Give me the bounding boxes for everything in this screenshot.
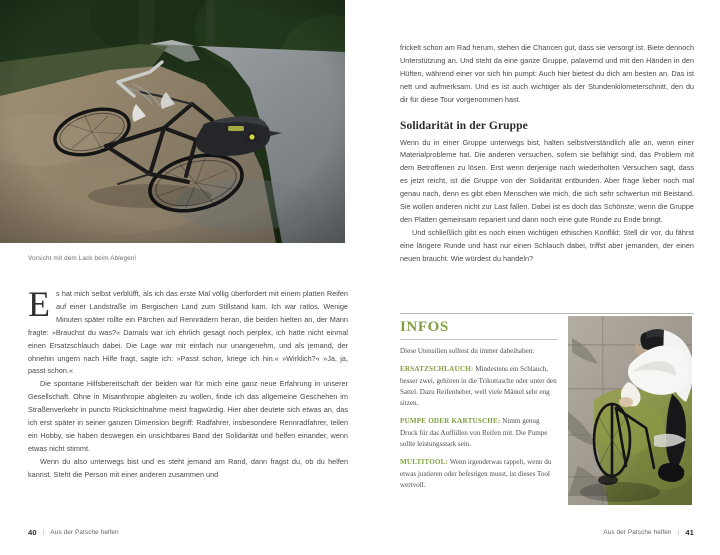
infos-intro: Diese Utensilien solltest du immer dabeihaben: — [400, 347, 535, 355]
infos-title-rule — [400, 339, 558, 340]
paragraph: Die spontane Hilfsbereitschaft der beiden war für mich eine ganz neue Erfahrung in unserer Gesellschaft. Ohne in Misanthropie abgleiten zu wollen, finde ich das allgemeine Geschehen im Straßenverkehr in puncto Rücksichtnahme meist fragwürdig. Hier aber deutete sich etwas an, das ich erst später in seiner ganzen Dimension begriff: Radfahrer, insbesondere Rennradfahrer, teilen ein Hobby, sie haben deswegen ein unsichtbares Band der Solidarität und helfen einander, wenn etwas nicht stimmt. — [28, 379, 348, 453]
page-number: 40 — [28, 528, 37, 537]
paragraph-with-dropcap — [28, 284, 348, 378]
running-title: Aus der Patsche helfen — [50, 529, 119, 536]
infos-text-column — [400, 314, 558, 505]
infos-item-text: Nimm genug Druck für das Auffüllen von Reifen mit. Die Pumpe sollte leistungsstark sein. — [400, 417, 548, 449]
page-number: 41 — [685, 528, 694, 537]
bicycle-on-roadside-photo — [0, 0, 345, 243]
infos-box — [400, 313, 694, 505]
infos-item — [400, 416, 558, 450]
infos-item-term: MULTITOOL: — [400, 458, 449, 467]
infos-item — [400, 364, 558, 409]
infos-item-text: Mindestens ein Schlauch, besser zwei, gehören in die Trikottasche oder unter den Sattel. Dazu Reifenheber, weil viele Mäntel sehr eng sitzen. — [400, 365, 557, 408]
footer-left — [28, 528, 119, 537]
right-page — [360, 0, 720, 555]
photo-caption: Vorsicht mit dem Lack beim Ablegen! — [28, 255, 137, 262]
infos-item — [400, 457, 558, 491]
infos-title: INFOS — [400, 319, 449, 335]
cyclist-photo-artwork — [568, 316, 692, 505]
bicycle-photo-artwork — [0, 0, 345, 243]
footer-separator: | — [42, 529, 45, 536]
right-column-text — [400, 42, 694, 266]
infos-item-text: Wenn irgendetwas rappelt, wenn du etwas justieren oder befestigen musst, ist dieses Tool wertvoll. — [400, 458, 552, 489]
paragraph: frickelt schon am Rad herum, stehen die Chancen gut, dass sie versorgt ist. Biete dennoch Unterstützung an. Und steht da eine ganze Gruppe, palavernd und mit den Händen in den Hüften, während einer vor sich hin pumpt: Auch hier bietest du dich am besten an. Das ist nett und aufmerksam. Und es ist auch wichtiger als der Stundenkilometerschnitt, den du dir für diese Tour vorgenommen hast. — [400, 43, 694, 104]
footer-separator: | — [677, 529, 680, 536]
paragraph: Wenn du also unterwegs bist und es steht jemand am Rand, dann fragst du, ob du helfen kannst. Steht die Person mit einer anderen zusammen und — [28, 456, 348, 479]
infos-item-term: PUMPE ODER KARTUSCHE: — [400, 417, 501, 426]
paragraph: Und schließlich gibt es noch einen wichtigen ethischen Konflikt: Stell dir vor, du fährst eine längere Runde und hast nur einen Schlauch dabei, triffst aber jemanden, der einen neuen braucht. Wie würdest du handeln? — [400, 227, 694, 263]
section-heading: Solidarität in der Gruppe — [400, 119, 528, 132]
cyclist-repairing-wheel-photo — [568, 316, 692, 505]
drop-cap-letter: E — [28, 284, 50, 324]
left-column-text — [28, 284, 348, 482]
footer-right — [603, 528, 694, 537]
infos-item-term: ERSATZSCHLAUCH: — [400, 365, 474, 374]
running-title: Aus der Patsche helfen — [603, 529, 672, 536]
paragraph-text: s hat mich selbst verblüfft, als ich das erste Mal völlig überfordert mit einem platten Reifen auf einer Landstraße im Bergischen Land zum Stillstand kam. Ich war ratlos. Wenige Minuten später rollte ein Pärchen auf Rennrädern heran, die beiden hielten an, der Mann fragte: »Brauchst du was?« Damals war ich ehrlich gesagt noch perplex, ich hatte nicht einmal einen Ersatzschlauch dabei. Die Lage war mir einfach nur unangenehm, und als jemand, der ohnehin ungern nach Hilfe fragt, sagte ich: »Passt schon, kriege ich hin.« »Wirklich?« »Ja, ja, passt schon.« — [28, 289, 348, 376]
paragraph: Wenn du in einer Gruppe unterwegs bist, halten selbstverständlich alle an, wenn einer Materialprobleme hat. Die anderen versuchen, sofern sie befähigt sind, das Problem mit dem Betroffenen zu lösen. Erst wenn derjenige nach wiederholten Versuchen sagt, dass es jetzt reicht, ist die Gruppe von der Solidarität entbunden. Aber frage lieber noch mal genau nach, denn es gibt eben Menschen wie mich, die sich sehr schwertun mit Beistand. Sie wollen anderen nicht zur Last fallen. Dabei ist es doch das Schönste, wenn die Gruppe den Platten gemeinsam repariert und dann noch eine gute Runde zu Ende bringt. — [400, 137, 694, 224]
